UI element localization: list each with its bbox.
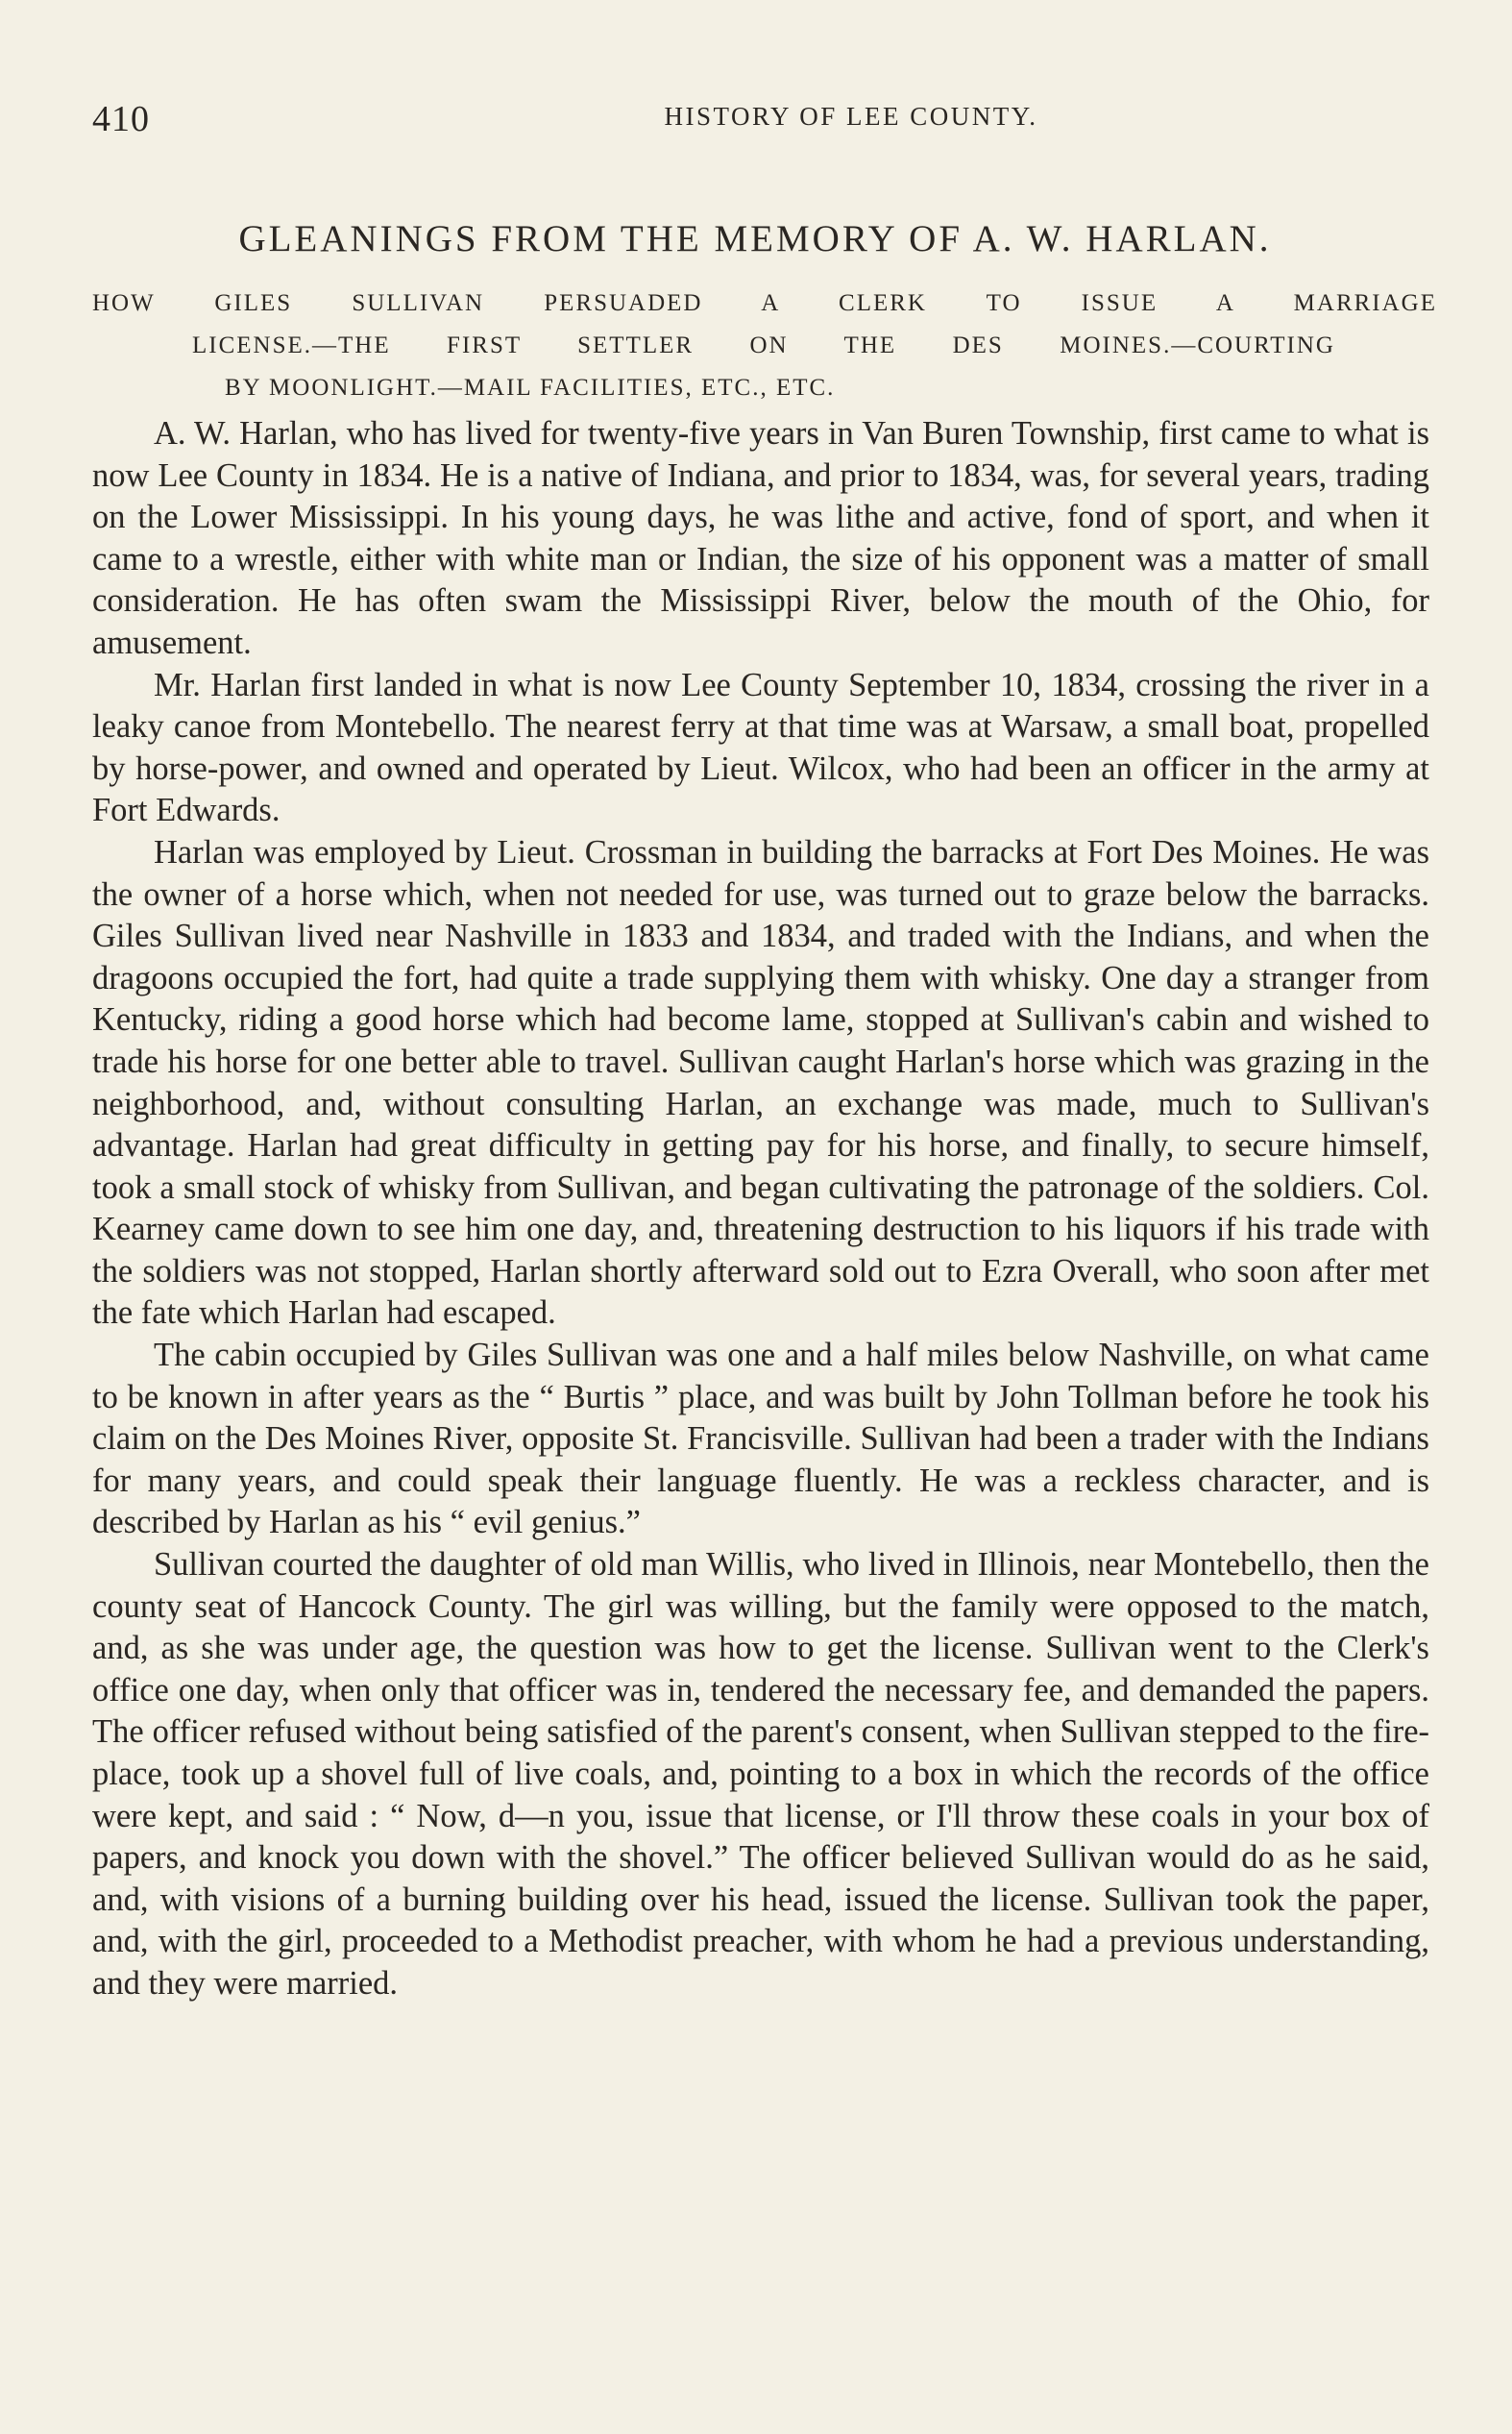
body-text bbox=[92, 413, 1429, 2005]
running-head bbox=[92, 98, 1418, 140]
running-title: HISTORY OF LEE COUNTY. bbox=[664, 102, 1038, 131]
page-number: 410 bbox=[92, 99, 150, 139]
subtitle-line: LICENSE.—THE FIRST SETTLER ON THE DES MOINES.—COURTING bbox=[192, 332, 1335, 358]
paragraph: The cabin occupied by Giles Sullivan was one and a half miles below Nashville, on what came to be known in after years as the “ Burtis ” place, and was built by John Tollman before he took his claim on the Des Moines River, opposite St. Francisville. Sullivan had been a trader with the Indians for many years, and could speak their language fluently. He was a reckless character, and is described by Harlan as his “ evil genius.” bbox=[92, 1337, 1429, 1541]
subtitle-line: HOW GILES SULLIVAN PERSUADED A CLERK TO ISSUE A MARRIAGE bbox=[92, 290, 1437, 316]
paragraph: Mr. Harlan first landed in what is now Lee County September 10, 1834, crossing the river in a leaky canoe from Montebello. The nearest ferry at that time was at Warsaw, a small boat, propelled by horse-power, and owned and operated by Lieut. Wilcox, who had been an officer in the army at Fort Edwards. bbox=[92, 666, 1429, 829]
subtitle-line: BY MOONLIGHT.—MAIL FACILITIES, ETC., ETC. bbox=[225, 375, 836, 401]
chapter-title: GLEANINGS FROM THE MEMORY OF A. W. HARLAN. bbox=[238, 218, 1272, 259]
chapter-subtitle bbox=[92, 283, 1437, 409]
paragraph: Sullivan courted the daughter of old man Willis, who lived in Illinois, near Montebello, then the county seat of Hancock County. The girl was willing, but the family were opposed to the match, and, as she was under age, the question was how to get the license. Sullivan went to the Clerk's office one day, when only that officer was in, tendered the necessary fee, and demanded the papers. The officer refused without being satisfied of the parent's consent, when Sullivan stepped to the fire-place, took up a shovel full of live coals, and, pointing to a box in which the records of the office were kept, and said : “ Now, d—n you, issue that license, or I'll throw these coals in your box of papers, and knock you down with the shovel.” The officer believed Sullivan would do as he said, and, with visions of a burning building over his head, issued the license. Sullivan took the paper, and, with the girl, proceeded to a Methodist preacher, with whom he had a previous understanding, and they were married. bbox=[92, 1546, 1429, 2002]
paragraph: Harlan was employed by Lieut. Crossman in building the barracks at Fort Des Moines. He was the owner of a horse which, when not needed for use, was turned out to graze below the barracks. Giles Sullivan lived near Nashville in 1833 and 1834, and traded with the Indians, and when the dragoons occupied the fort, had quite a trade supplying them with whisky. One day a stranger from Kentucky, riding a good horse which had become lame, stopped at Sullivan's cabin and wished to trade his horse for one better able to travel. Sullivan caught Harlan's horse which was grazing in the neighborhood, and, without consulting Harlan, an exchange was made, much to Sullivan's advantage. Harlan had great difficulty in getting pay for his horse, and finally, to secure himself, took a small stock of whisky from Sullivan, and began cultivating the patronage of the soldiers. Col. Kearney came down to see him one day, and, threatening destruction to his liquors if his trade with the soldiers was not stopped, Harlan shortly afterward sold out to Ezra Overall, who soon after met the fate which Harlan had escaped. bbox=[92, 833, 1429, 1332]
paragraph: A. W. Harlan, who has lived for twenty-five years in Van Buren Township, first came to what is now Lee County in 1834. He is a native of Indiana, and prior to 1834, was, for several years, trading on the Lower Mississippi. In his young days, he was lithe and active, fond of sport, and when it came to a wrestle, either with white man or Indian, the size of his opponent was a matter of small consideration. He has often swam the Mississippi River, below the mouth of the Ohio, for amusement. bbox=[92, 415, 1429, 661]
